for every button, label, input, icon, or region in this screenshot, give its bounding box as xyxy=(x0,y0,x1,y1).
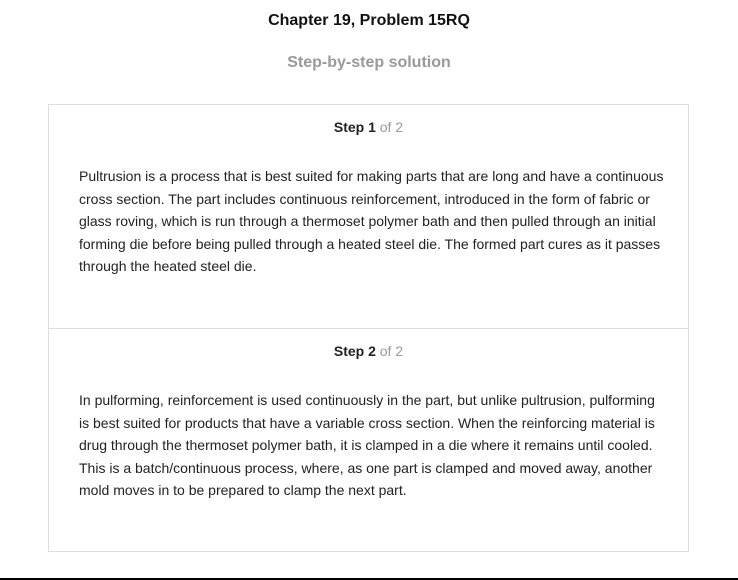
step-1-text: Pultrusion is a process that is best suited for making parts that are long and have a continuous cross section. The part includes continuous reinforcement, introduced in the form of fabric or glass roving, which is run through a thermoset polymer bath and then pulled through an initial forming die before being pulled through a heated steel die. The formed part cures as it passes through the heated steel die. xyxy=(79,168,664,275)
chapter-title: Chapter 19, Problem 15RQ xyxy=(268,12,470,29)
step-1-section xyxy=(49,105,688,329)
step-1-header xyxy=(49,119,688,135)
step-2-section xyxy=(49,329,688,553)
step-2-of-count: of 2 xyxy=(379,343,404,359)
step-2-label: Step 2 xyxy=(333,343,376,359)
step-1-label: Step 1 xyxy=(333,119,376,135)
solution-container xyxy=(48,104,689,552)
step-2-text: In pulforming, reinforcement is used continuously in the part, but unlike pultrusion, pulforming is best suited for products that have a variable cross section. When the reinforcing material is drug through the thermoset polymer bath, it is clamped in a die where it remains until cooled. This is a batch/continuous process, where, as one part is clamped and moved away, another mold moves in to be prepared to clamp the next part. xyxy=(79,392,655,499)
solution-subtitle: Step-by-step solution xyxy=(287,54,451,71)
step-1-of-count: of 2 xyxy=(379,119,404,135)
step-2-header xyxy=(49,343,688,359)
